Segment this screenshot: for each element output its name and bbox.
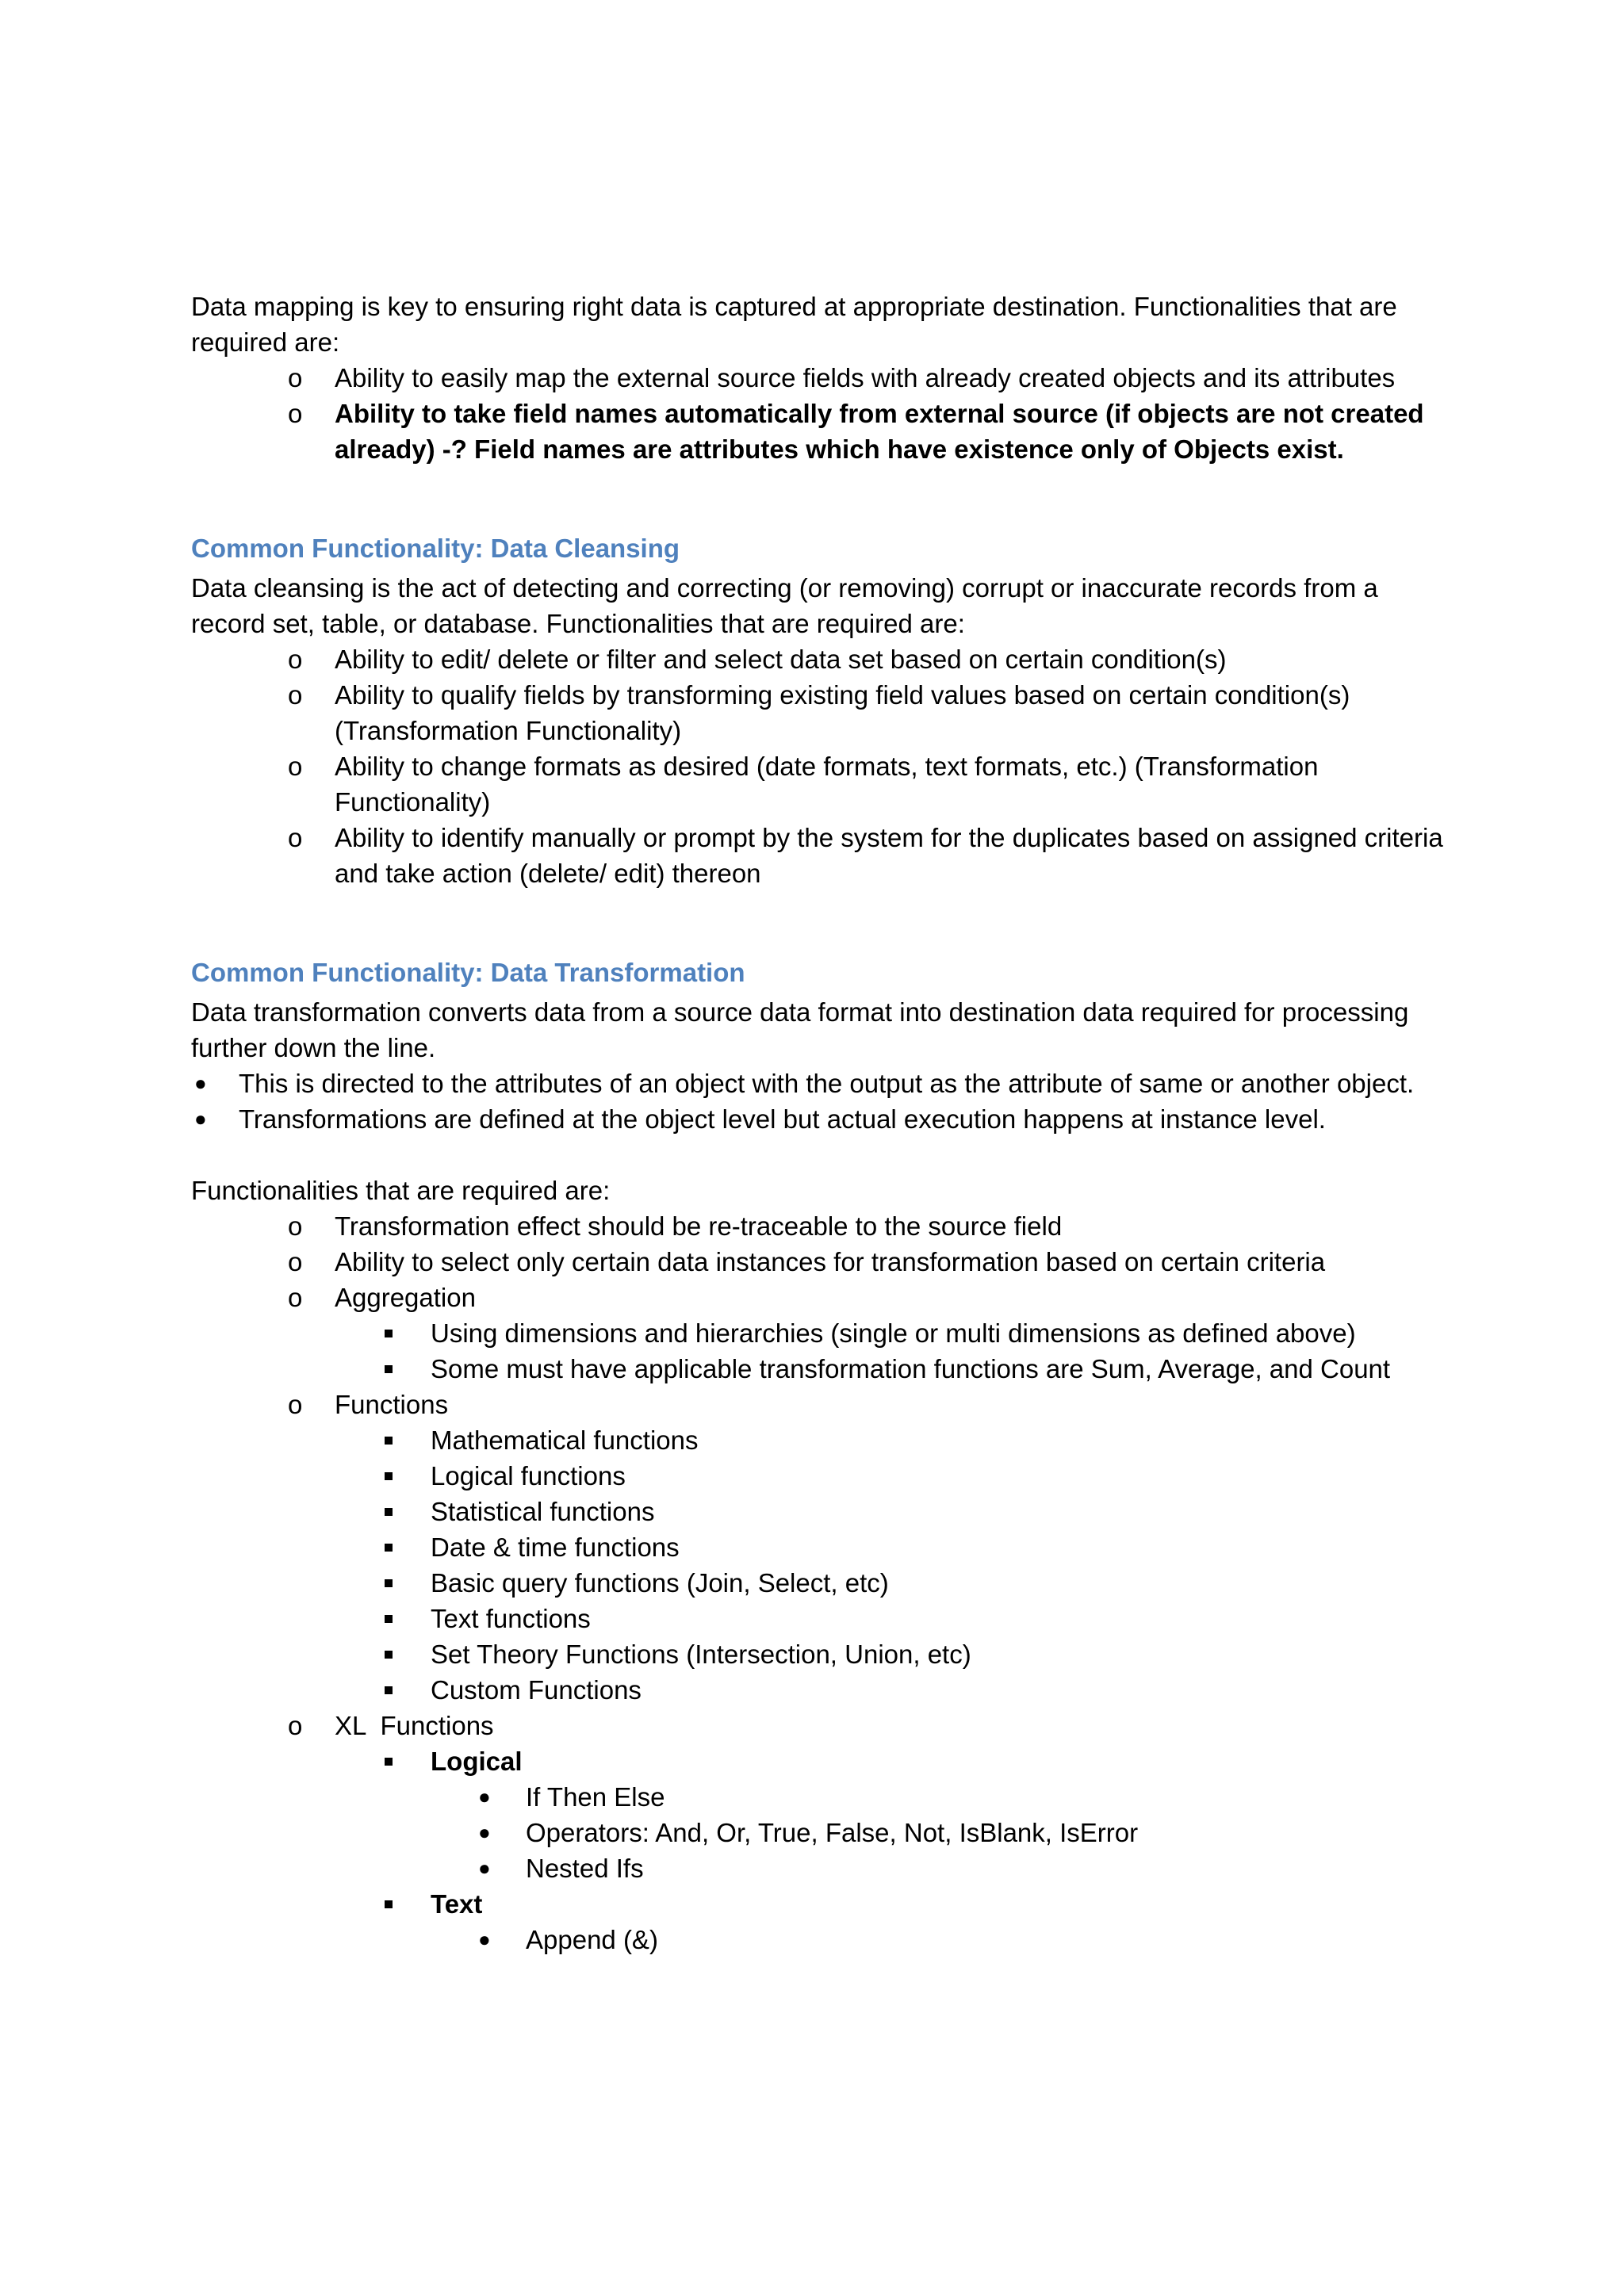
list-item: o Ability to select only certain data instances for transformation based on certain criteria — [191, 1244, 1452, 1280]
list-item: Statistical functions — [191, 1494, 1452, 1529]
list-item: o Ability to easily map the external source fields with already created objects and its attributes — [191, 360, 1452, 396]
list-item: ● Append (&) — [191, 1922, 1452, 1957]
circle-bullet-icon: o — [288, 1711, 303, 1740]
square-bullet-icon — [385, 1579, 393, 1587]
square-bullet-icon — [385, 1758, 393, 1766]
list-item: Custom Functions — [191, 1672, 1452, 1708]
list-item: o XL Functions — [191, 1708, 1452, 1743]
circle-bullet-icon: o — [288, 1390, 303, 1419]
square-bullet-icon — [385, 1508, 393, 1516]
transformation-requirements-intro: Functionalities that are required are: — [191, 1176, 611, 1205]
list-item: o Functions — [191, 1387, 1452, 1422]
list-item: ● Nested Ifs — [191, 1850, 1452, 1886]
square-bullet-icon — [385, 1330, 393, 1337]
list-item: o Aggregation — [191, 1280, 1452, 1315]
dot-bullet-icon: ● — [194, 1107, 207, 1131]
document-content — [191, 289, 1452, 1957]
intro-paragraph: Data mapping is key to ensuring right data is captured at appropriate destination. Functionalities that are required are: — [191, 292, 1397, 357]
list-item: ● Transformations are defined at the object level but actual execution happens at instance level. — [191, 1101, 1452, 1137]
list-item: ● Operators: And, Or, True, False, Not, IsBlank, IsError — [191, 1815, 1452, 1850]
circle-bullet-icon: o — [288, 1211, 303, 1241]
square-bullet-icon — [385, 1900, 393, 1908]
list-item: ● If Then Else — [191, 1779, 1452, 1815]
dot-bullet-icon: ● — [194, 1071, 207, 1095]
list-item: o Ability to qualify fields by transforming existing field values based on certain condition(s) (Transformation Functionality) — [191, 677, 1452, 748]
list-item: Some must have applicable transformation functions are Sum, Average, and Count — [191, 1351, 1452, 1387]
list-item: o Ability to identify manually or prompt by the system for the duplicates based on assigned criteria and take action (delete/ edit) thereon — [191, 820, 1452, 891]
circle-bullet-icon: o — [288, 752, 303, 781]
circle-bullet-icon: o — [288, 680, 303, 710]
list-item: Text — [191, 1886, 1452, 1922]
square-bullet-icon — [385, 1544, 393, 1552]
circle-bullet-icon: o — [288, 1247, 303, 1276]
list-item: Mathematical functions — [191, 1422, 1452, 1458]
list-item: Set Theory Functions (Intersection, Union, etc) — [191, 1636, 1452, 1672]
list-item: Logical — [191, 1743, 1452, 1779]
list-item: o Ability to change formats as desired (date formats, text formats, etc.) (Transformation Functionality) — [191, 748, 1452, 820]
list-item: o Ability to edit/ delete or filter and select data set based on certain condition(s) — [191, 641, 1452, 677]
dot-bullet-icon: ● — [478, 1856, 491, 1880]
list-item: Logical functions — [191, 1458, 1452, 1494]
dot-bullet-icon: ● — [478, 1927, 491, 1951]
section-heading-transformation: Common Functionality: Data Transformation — [191, 958, 745, 987]
dot-bullet-icon: ● — [478, 1820, 491, 1844]
circle-bullet-icon: o — [288, 399, 303, 428]
list-item: Using dimensions and hierarchies (single or multi dimensions as defined above) — [191, 1315, 1452, 1351]
list-item: Text functions — [191, 1601, 1452, 1636]
square-bullet-icon — [385, 1615, 393, 1623]
square-bullet-icon — [385, 1651, 393, 1659]
list-item: Date & time functions — [191, 1529, 1452, 1565]
circle-bullet-icon: o — [288, 363, 303, 392]
cleansing-paragraph: Data cleansing is the act of detecting and correcting (or removing) corrupt or inaccurate records from a record set, table, or database. Functionalities that are required are: — [191, 573, 1378, 638]
square-bullet-icon — [385, 1365, 393, 1373]
square-bullet-icon — [385, 1472, 393, 1480]
square-bullet-icon — [385, 1686, 393, 1694]
circle-bullet-icon: o — [288, 823, 303, 852]
transformation-paragraph: Data transformation converts data from a source data format into destination data required for processing further down the line. — [191, 997, 1409, 1062]
list-item: Basic query functions (Join, Select, etc) — [191, 1565, 1452, 1601]
circle-bullet-icon: o — [288, 645, 303, 674]
dot-bullet-icon: ● — [478, 1785, 491, 1808]
section-heading-cleansing: Common Functionality: Data Cleansing — [191, 534, 680, 563]
circle-bullet-icon: o — [288, 1283, 303, 1312]
list-item: o Transformation effect should be re-traceable to the source field — [191, 1208, 1452, 1244]
list-item: o Ability to take field names automatically from external source (if objects are not created already) -? Field names are attributes which have existence only of Objects exist. — [191, 396, 1452, 467]
list-item: ● This is directed to the attributes of an object with the output as the attribute of same or another object. — [191, 1066, 1452, 1101]
square-bullet-icon — [385, 1437, 393, 1445]
